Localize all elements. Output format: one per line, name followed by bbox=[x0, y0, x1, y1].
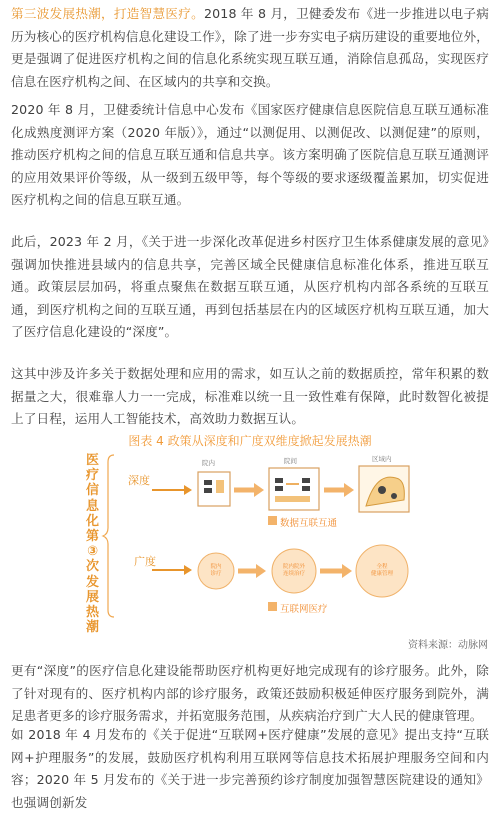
paragraph-4: 这其中涉及许多关于数据处理和应用的需求，如互认之前的数据质控，常年积累的数据量之大，很难靠人力一一完成，标准难以统一且一致性难有保障，此时数智化被提上了日程，运用人工智能技术，高效助力数据互认。 bbox=[11, 366, 489, 427]
hospital-between-icon bbox=[269, 468, 319, 510]
paragraph-5: 更有“深度”的医疗信息化建设能帮助医疗机构更好地完成现有的诊疗服务。此外，除了针对现有的、医疗机构内部的诊疗服务，政策还鼓励积极延伸医疗服务到院外，满足患者更多的诊疗服务需求，并拓宽服务范围，从疾病治疗到广大人民的健康管理。 bbox=[11, 663, 489, 724]
section-heading: 第三波发展热潮，打造智慧医疗。 bbox=[11, 6, 204, 21]
breadth-step-1: 院内 诊疗 bbox=[210, 564, 222, 577]
depth-label: 深度 bbox=[128, 474, 150, 487]
paragraph-1-text: 2018 年 8 月，卫健委发布《进一步推进以电子病历为核心的医疗机构信息化建设工作》，除了进一步夯实电子病历建设的重要地位外，更是强调了促进医疗机构之间的信息化系统实现互联互通，消除信息孤岛，实现医疗信息在医疗机构之间、在区域内的共享和交换。 bbox=[11, 6, 489, 89]
breadth-caption: 互联网医疗 bbox=[280, 604, 328, 615]
caption-marker-2 bbox=[268, 602, 277, 611]
breadth-step-2: 院内院外 连续治疗 bbox=[282, 564, 305, 577]
paragraph-6: 如 2018 年 4 月发布的《关于促进“互联网+医疗健康”发展的意见》提出支持“互联网+护理服务”的发展，鼓励医疗机构利用互联网等信息技术拓展护理服务空间和内容；2020 年 5 月发布的《关于进一步完善预约诊疗制度加强智慧医院建设的通知》也强调创新发 bbox=[11, 727, 489, 810]
depth-caption: 数据互联互通 bbox=[280, 518, 338, 529]
region-icon bbox=[359, 466, 409, 512]
source-note: 资料来源：动脉网 bbox=[408, 640, 488, 651]
breadth-step-3: 全程 健康管理 bbox=[370, 564, 393, 577]
depth-step-2: 院间 bbox=[284, 457, 297, 465]
hospital-inner-icon bbox=[198, 472, 230, 506]
figure-title: 图表 4 政策从深度和广度双维度掀起发展热潮 bbox=[128, 434, 372, 448]
vertical-title: 医疗信息化第③次发展热潮 bbox=[85, 453, 99, 636]
caption-marker bbox=[268, 516, 277, 525]
paragraph-1 bbox=[11, 3, 489, 93]
brace bbox=[103, 455, 114, 617]
depth-step-3: 区域内 bbox=[372, 455, 392, 463]
breadth-label: 广度 bbox=[134, 555, 156, 568]
depth-step-1: 院内 bbox=[202, 459, 215, 467]
paragraph-2: 2020 年 8 月，卫健委统计信息中心发布《国家医疗健康信息医院信息互联互通标准化成熟度测评方案（2020 年版）》，通过“以测促用、以测促改、以测促建”的原则，推动医疗机构之间的信息互联互通和信息共享。该方案明确了医院信息互联互通测评的应用效果评价等级，从一级到五级甲等，每个等级的要求逐级覆盖累加，切实促进医疗机构之间的信息互联互通。 bbox=[11, 102, 489, 208]
policy-figure bbox=[66, 450, 486, 636]
paragraph-3: 此后，2023 年 2 月，《关于进一步深化改革促进乡村医疗卫生体系健康发展的意见》强调加快推进县域内的信息共享，完善区域全民健康信息标准化体系，推进互联互通。政策层层加码，将重点聚焦在数据互联互通，从医疗机构内部各系统的互联互通，到医疗机构之间的互联互通，再到包括基层在内的区域医疗机构互联互通，加大了医疗信息化建设的“深度”。 bbox=[11, 234, 489, 340]
